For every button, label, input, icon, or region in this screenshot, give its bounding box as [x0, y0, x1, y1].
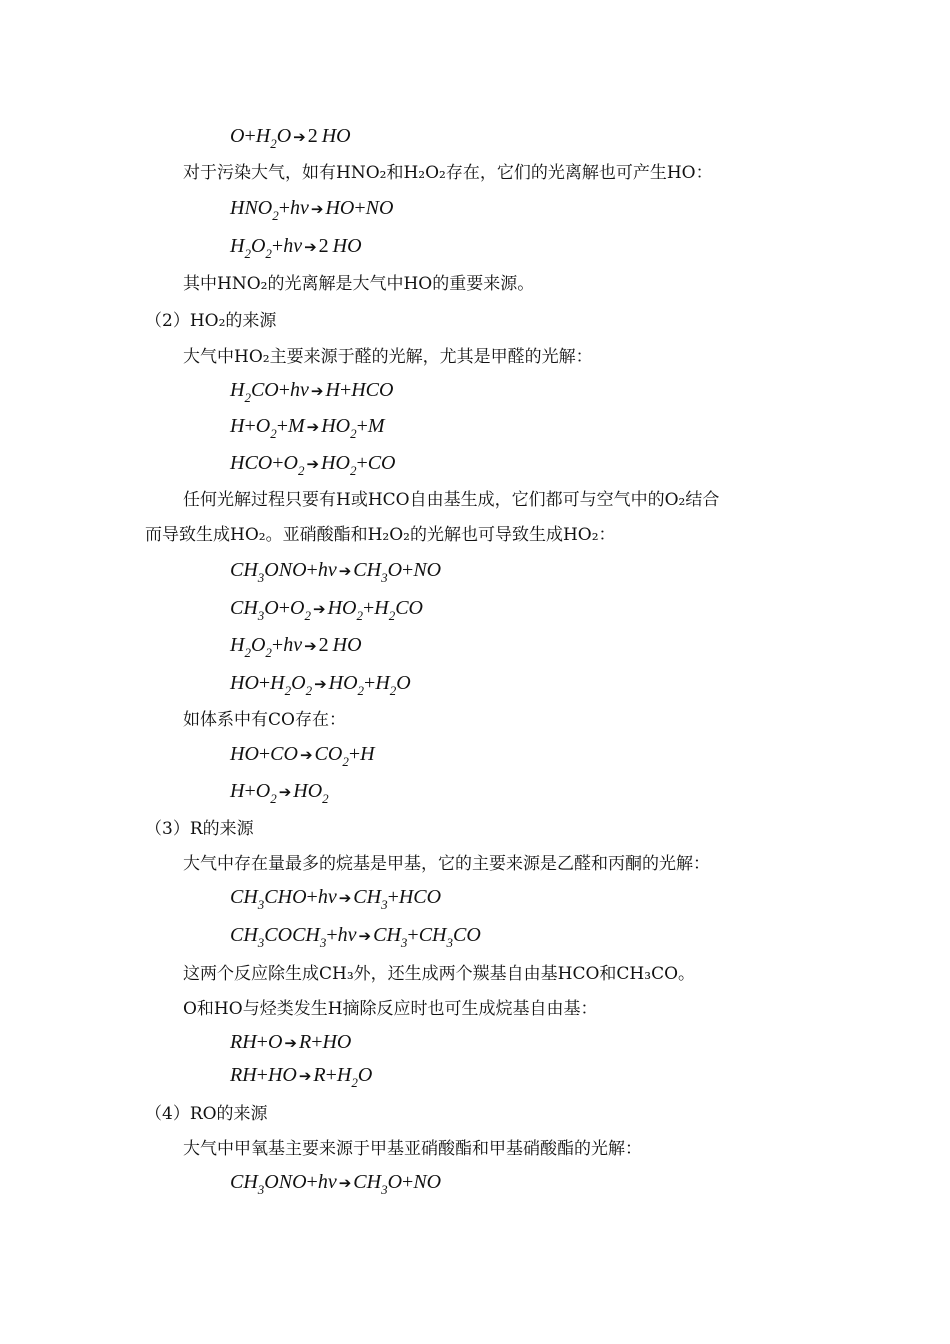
paragraph-methoxy: 大气中甲氧基主要来源于甲基亚硝酸酯和甲基硝酸酯的光解： [183, 1139, 642, 1159]
paragraph-ho2-aldehyde: 大气中HO₂主要来源于醛的光解，尤其是甲醛的光解： [183, 347, 593, 367]
equation-9: $H_2O_2+h\nu$ ➔ 2 HO [230, 634, 362, 660]
equation-11: HO+CO ➔ $CO_2+H$ [230, 743, 375, 769]
paragraph-methyl: 大气中存在量最多的烷基是甲基，它的主要来源是乙醛和丙酮的光解： [183, 854, 710, 874]
equation-4: $H_2CO+h\nu$ ➔ H+HCO [230, 379, 394, 405]
equation-10: $HO+H_2O_2$ ➔ $HO_2+H_2O$ [230, 672, 411, 698]
equation-2: $HNO_2+h\nu$ ➔ HO+NO [230, 197, 394, 223]
equation-6: $HCO+O_2$ ➔ $HO_2+CO$ [230, 452, 396, 478]
paragraph-hno2-source: 其中HNO₂的光离解是大气中HO的重要来源。 [183, 274, 535, 294]
paragraph-carbonyl-radicals: 这两个反应除生成CH₃外，还生成两个羰基自由基HCO和CH₃CO。 [183, 964, 696, 984]
paragraph-photolysis-2: 而导致生成HO₂。亚硝酸酯和H₂O₂的光解也可导致生成HO₂： [145, 525, 616, 545]
equation-12: $H+O_2$ ➔ $HO_2$ [230, 780, 329, 806]
equation-7: $CH_3ONO+h\nu$ ➔ $CH_3O+NO$ [230, 559, 442, 585]
equation-8: $CH_3O+O_2$ ➔ $HO_2+H_2CO$ [230, 597, 423, 623]
paragraph-h-abstraction: O和HO与烃类发生H摘除反应时也可生成烷基自由基： [183, 999, 598, 1019]
heading-ro-source: （4）RO的来源 [145, 1104, 268, 1124]
heading-ho2-source: （2）HO₂的来源 [145, 311, 277, 331]
equation-16: RH+HO ➔ $R+H_2O$ [230, 1064, 373, 1090]
paragraph-hno2-h2o2: 对于污染大气，如有HNO₂和H₂O₂存在，它们的光离解也可产生HO： [183, 163, 713, 183]
equation-15: RH+O ➔ R+HO [230, 1031, 352, 1053]
equation-13: $CH_3CHO+h\nu$ ➔ $CH_3+HCO$ [230, 886, 442, 912]
equation-3: $H_2O_2+h\nu$ ➔ 2 HO [230, 235, 362, 261]
paragraph-photolysis-1: 任何光解过程只要有H或HCO自由基生成，它们都可与空气中的O₂结合 [183, 490, 720, 510]
equation-1: $O+H_2O$ ➔ 2 HO [230, 125, 351, 151]
heading-r-source: （3）R的来源 [145, 819, 254, 839]
equation-5: $H+O_2+M$ ➔ $HO_2+M$ [230, 415, 385, 441]
paragraph-co-present: 如体系中有CO存在： [183, 710, 346, 730]
equation-14: $CH_3COCH_3+h\nu$ ➔ $CH_3+CH_3CO$ [230, 924, 481, 950]
equation-17: $CH_3ONO+h\nu$ ➔ $CH_3O+NO$ [230, 1171, 442, 1197]
